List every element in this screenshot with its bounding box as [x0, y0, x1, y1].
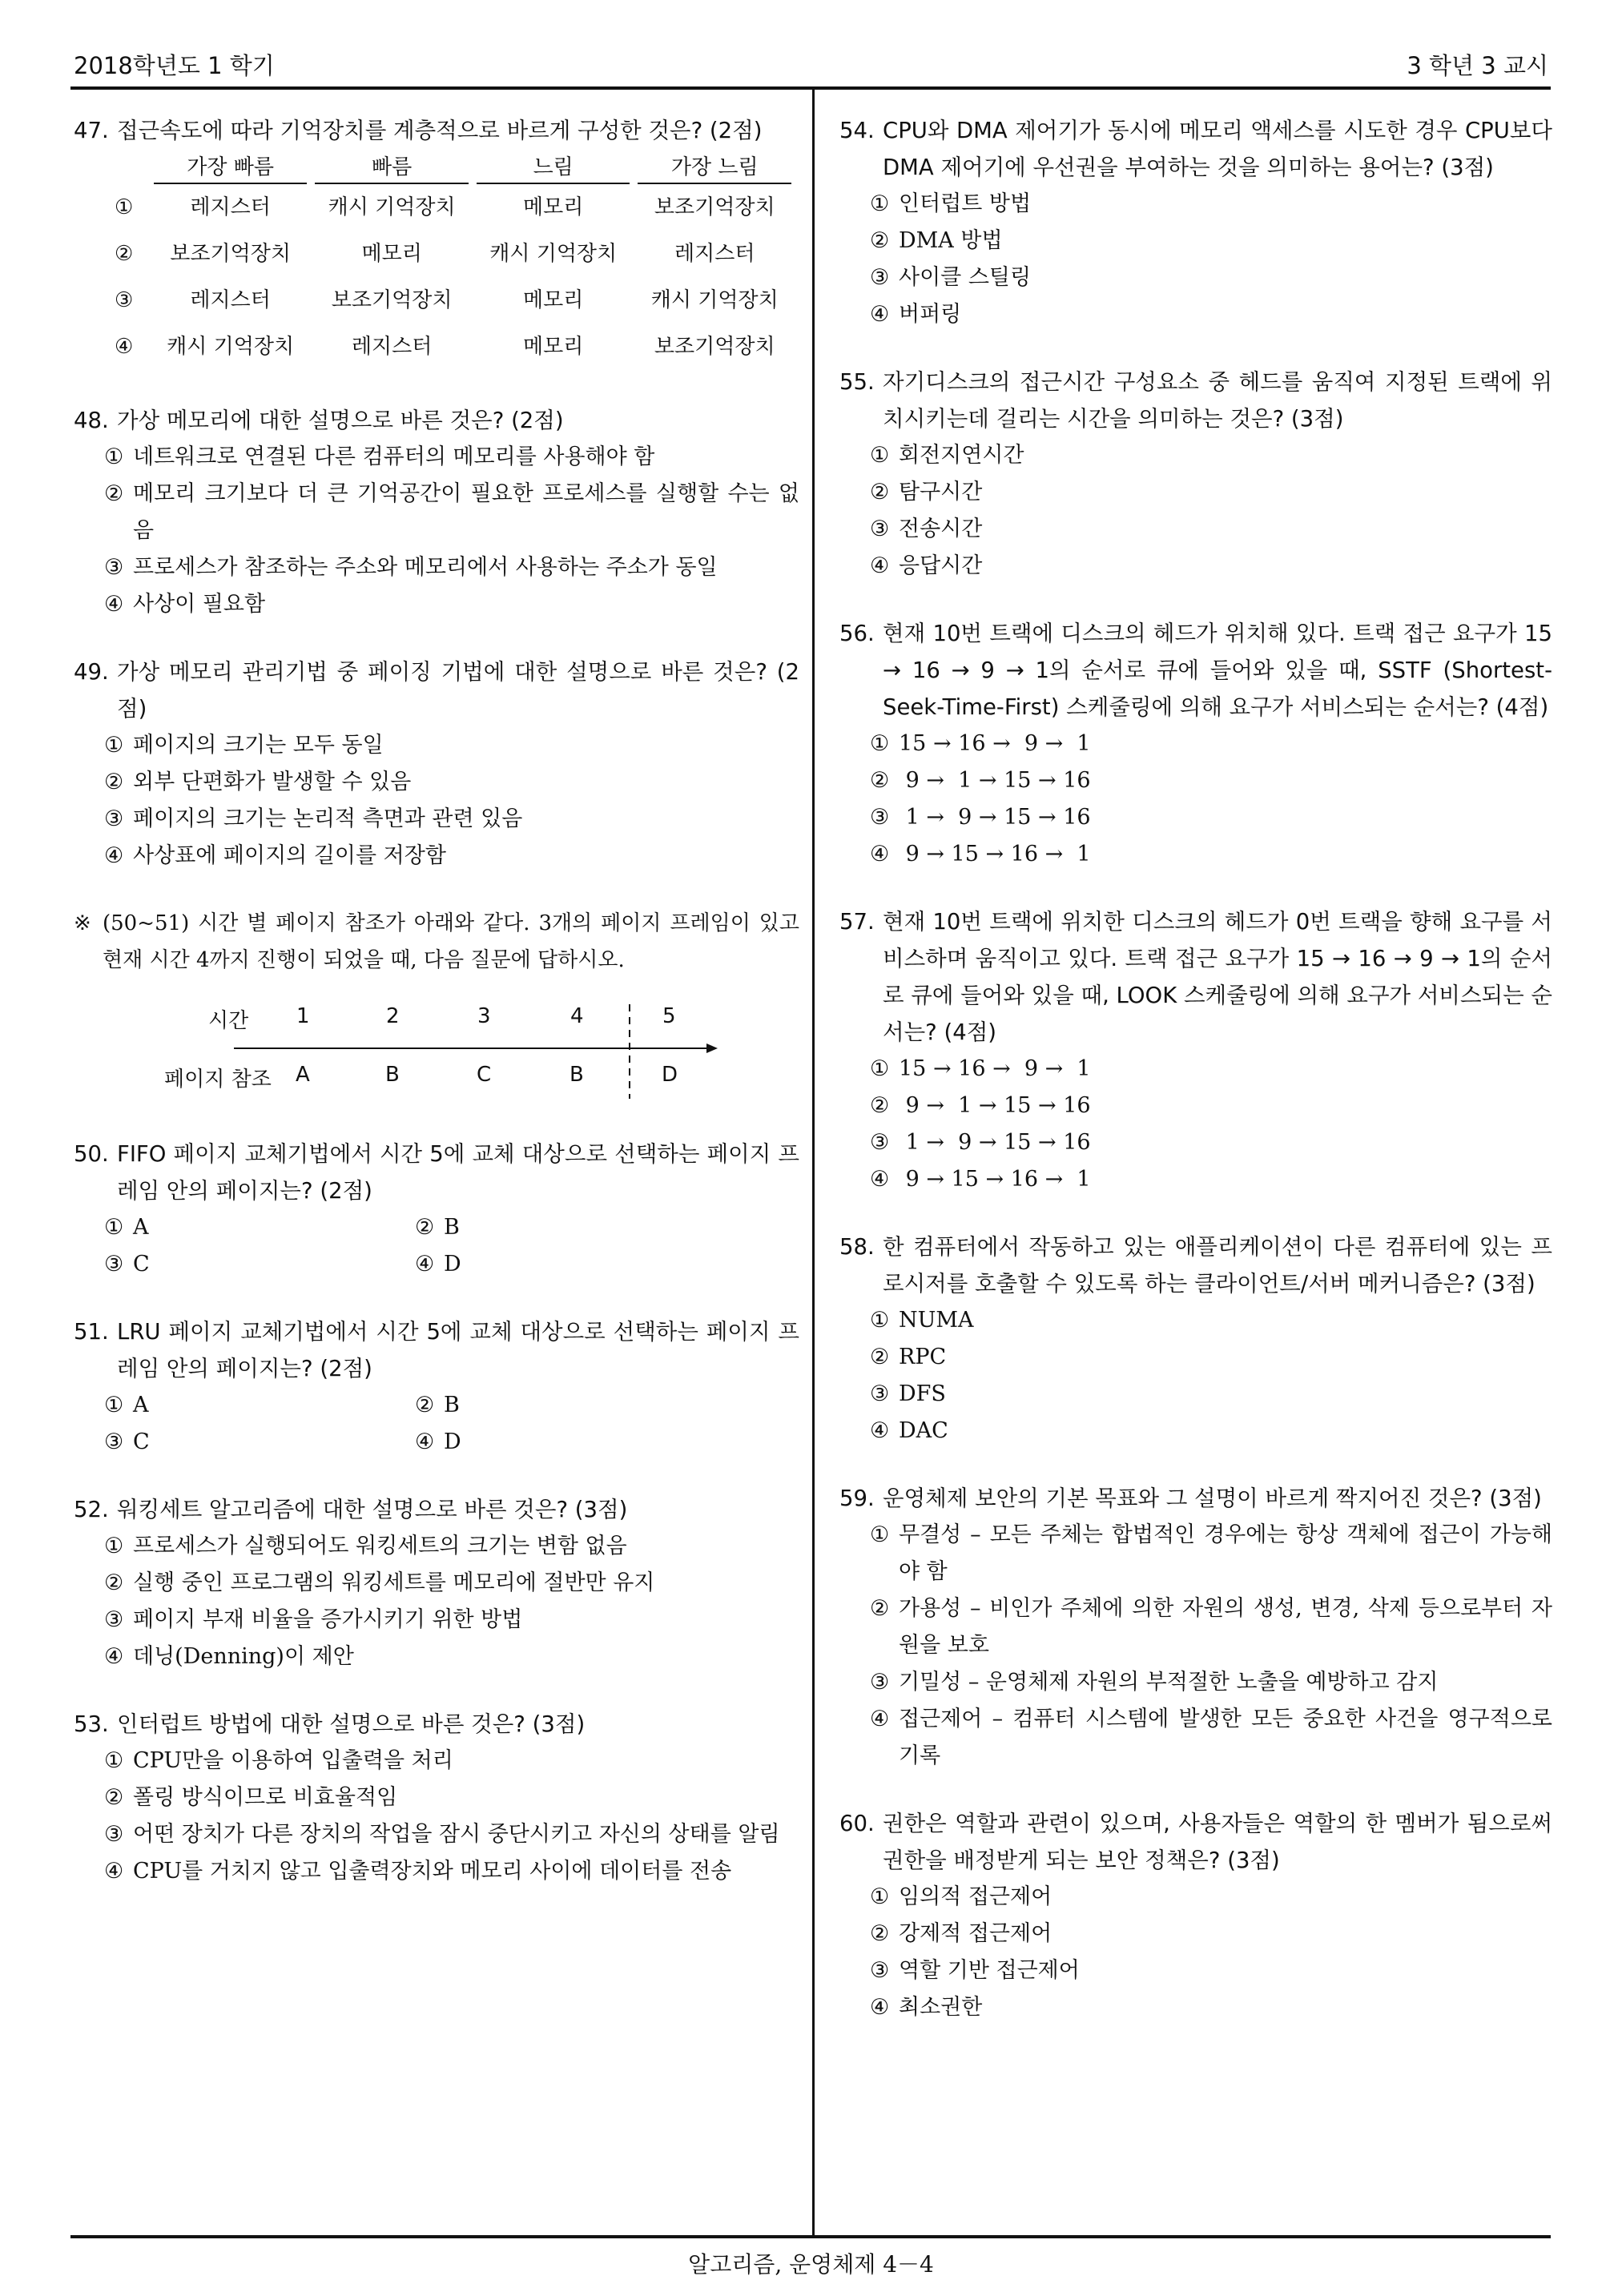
question-stem: [839, 1228, 1552, 1302]
question-number: 53.: [74, 1711, 109, 1737]
options: [839, 186, 1552, 333]
option-4[interactable]: [870, 836, 1552, 873]
table-cell: 캐시 기억장치: [489, 242, 618, 266]
option-2[interactable]: [104, 764, 799, 801]
question-stem: [839, 112, 1552, 186]
option-text: C: [133, 1429, 150, 1454]
option-row[interactable]: [114, 277, 791, 324]
option-mark: ③: [104, 555, 124, 580]
option-text: 무결성 – 모든 주체는 합법적인 경우에는 항상 객체에 접근이 가능해야 함: [899, 1522, 1552, 1584]
question-54: [839, 112, 1552, 333]
option-text: 임의적 접근제어: [899, 1884, 1052, 1909]
question-57: [839, 903, 1552, 1198]
option-mark: ③: [104, 1429, 124, 1454]
option-text: 외부 단편화가 발생할 수 있음: [133, 770, 412, 794]
option-text: B: [444, 1215, 460, 1240]
col-header: 가장 느림: [638, 149, 791, 184]
option-text: DMA 방법: [899, 228, 1003, 253]
option-mark: ①: [115, 195, 134, 219]
table-cell: 보조기억장치: [654, 335, 775, 359]
question-stem: [839, 1480, 1552, 1517]
option-1[interactable]: [870, 1302, 1552, 1339]
table-cell: 메모리: [523, 335, 584, 359]
left-column: [74, 112, 799, 1920]
option-mark: ③: [870, 1381, 890, 1406]
question-number: 48.: [74, 408, 109, 433]
option-mark: ③: [870, 517, 890, 541]
question-stem: [839, 364, 1552, 437]
options: [74, 1387, 799, 1461]
question-text: 한 컴퓨터에서 작동하고 있는 애플리케이션이 다른 컴퓨터에 있는 프로시저를 호출할 수 있도록 하는 클라이언트/서버 메커니즘은? (3점): [883, 1234, 1552, 1297]
option-mark: ①: [870, 191, 890, 216]
time-tick: 2: [386, 1004, 400, 1028]
option-mark: ④: [870, 842, 890, 867]
table-cell: 캐시 기억장치: [650, 288, 779, 312]
option-2[interactable]: [104, 1565, 799, 1602]
option-2[interactable]: [870, 1916, 1552, 1952]
option-mark: ③: [115, 288, 134, 312]
option-1[interactable]: [870, 186, 1552, 223]
option-text: A: [133, 1393, 149, 1417]
option-text: 버퍼링: [899, 302, 962, 327]
option-text: 9 → 15 → 16 → 1: [899, 842, 1091, 867]
option-4[interactable]: [870, 1161, 1552, 1198]
question-text: 권한은 역할과 관련이 있으며, 사용자들은 역할의 한 멤버가 됨으로써 권한을 배정받게 되는 보안 정책은? (3점): [883, 1811, 1552, 1873]
question-text: CPU와 DMA 제어기가 동시에 메모리 액세스를 시도한 경우 CPU보다 DMA 제어기에 우선권을 부여하는 것을 의미하는 용어는? (3점): [883, 118, 1552, 180]
question-text: 워킹세트 알고리즘에 대한 설명으로 바른 것은? (3점): [117, 1497, 628, 1522]
table-cell: 메모리: [361, 242, 422, 266]
option-mark: ③: [870, 1958, 890, 1983]
option-mark: ④: [415, 1252, 435, 1277]
table-cell: 보조기억장치: [331, 288, 453, 312]
option-4[interactable]: [415, 1246, 726, 1283]
options: [839, 1302, 1552, 1450]
page-ref-label: 페이지 참조: [164, 1068, 272, 1092]
question-text: 현재 10번 트랙에 디스크의 헤드가 위치해 있다. 트랙 접근 요구가 15 → 16 → 9 → 1의 순서로 큐에 들어와 있을 때, SSTF (Shortest-Seek-Time-First) 스케줄링에 의해 요구가 서비스되는 순서는? (4점): [883, 621, 1552, 720]
question-text: LRU 페이지 교체기법에서 시간 5에 교체 대상으로 선택하는 페이지 프레임 안의 페이지는? (2점): [117, 1319, 799, 1381]
option-mark: ②: [870, 1596, 890, 1621]
time-tick: 4: [570, 1004, 584, 1028]
option-3[interactable]: [870, 259, 1552, 296]
header-term: 2018학년도 1 학기: [74, 52, 275, 79]
option-4[interactable]: [870, 1701, 1552, 1775]
option-mark: ①: [870, 731, 890, 756]
option-3[interactable]: [104, 1602, 799, 1639]
question-number: 54.: [839, 118, 875, 143]
option-2[interactable]: [104, 1779, 799, 1816]
option-3[interactable]: [104, 1816, 799, 1853]
question-stem: [74, 402, 799, 439]
question-stem: [74, 1491, 799, 1528]
time-tick: 1: [296, 1004, 310, 1028]
option-mark: ②: [104, 770, 124, 794]
option-text: A: [133, 1215, 149, 1240]
question-number: 51.: [74, 1319, 109, 1345]
option-text: 가용성 – 비인가 주체에 의한 자원의 생성, 변경, 삭제 등으로부터 자원을 보호: [899, 1596, 1552, 1658]
question-number: 50.: [74, 1141, 109, 1167]
option-1[interactable]: [870, 1517, 1552, 1590]
option-mark: ②: [870, 1093, 890, 1118]
option-row[interactable]: [114, 231, 791, 277]
option-text: 사상이 필요함: [133, 592, 266, 617]
table-cell: 레지스터: [190, 288, 271, 312]
option-text: 네트워크로 연결된 다른 컴퓨터의 메모리를 사용해야 함: [133, 444, 655, 469]
option-text: CPU만을 이용하여 입출력을 처리: [133, 1748, 453, 1773]
question-number: 58.: [839, 1234, 875, 1260]
option-text: 최소권한: [899, 1995, 983, 2020]
option-mark: ②: [104, 481, 124, 506]
memory-hierarchy-table: [106, 149, 799, 370]
question-number: 49.: [74, 659, 109, 685]
page-ref: A: [296, 1063, 310, 1087]
page-reference-timeline: [74, 987, 799, 1107]
option-mark: ③: [870, 265, 890, 290]
option-mark: ①: [104, 1748, 124, 1773]
option-1[interactable]: [104, 1387, 415, 1424]
col-header: 가장 빠름: [154, 149, 308, 184]
option-text: C: [133, 1252, 150, 1277]
option-3[interactable]: [104, 1246, 415, 1283]
option-mark: ④: [115, 335, 134, 359]
time-tick: 5: [662, 1004, 676, 1028]
question-56: [839, 615, 1552, 873]
question-55: [839, 364, 1552, 585]
column-divider: [812, 88, 815, 2237]
option-text: D: [444, 1429, 461, 1454]
question-number: 47.: [74, 118, 109, 143]
options: [74, 1528, 799, 1675]
option-row[interactable]: [114, 324, 791, 370]
question-stem: [74, 112, 799, 149]
option-text: 회전지연시간: [899, 443, 1024, 468]
option-4[interactable]: [104, 586, 799, 623]
option-mark: ④: [870, 1167, 890, 1192]
option-text: 9 → 15 → 16 → 1: [899, 1167, 1091, 1192]
option-1[interactable]: [870, 437, 1552, 474]
option-text: 사이클 스틸링: [899, 265, 1032, 290]
option-2[interactable]: [104, 476, 799, 549]
option-text: 1 → 9 → 15 → 16: [899, 805, 1091, 830]
col-header: 빠름: [315, 149, 469, 184]
options: [74, 439, 799, 623]
option-text: 데닝(Denning)이 제안: [133, 1644, 354, 1669]
header-rule: [70, 86, 1551, 90]
option-mark: ②: [415, 1393, 435, 1417]
option-4[interactable]: [415, 1424, 726, 1461]
option-mark: ①: [104, 733, 124, 758]
question-49: [74, 653, 799, 875]
option-text: 강제적 접근제어: [899, 1921, 1052, 1946]
option-2[interactable]: [415, 1387, 726, 1424]
option-text: 페이지 부재 비율을 증가시키기 위한 방법: [133, 1607, 523, 1632]
option-4[interactable]: [870, 548, 1552, 585]
option-mark: ②: [870, 768, 890, 793]
option-text: 폴링 방식이므로 비효율적임: [133, 1785, 398, 1810]
option-2[interactable]: [870, 1339, 1552, 1376]
options: [74, 1209, 799, 1283]
option-mark: ④: [870, 1995, 890, 2020]
question-stem: [74, 1136, 799, 1209]
option-mark: ③: [870, 1670, 890, 1695]
question-text: 접근속도에 따라 기억장치를 계층적으로 바르게 구성한 것은? (2점): [117, 118, 763, 143]
option-row[interactable]: [114, 184, 791, 231]
question-text: 운영체제 보안의 기본 목표와 그 설명이 바르게 짝지어진 것은? (3점): [883, 1486, 1542, 1511]
option-mark: ①: [104, 1534, 124, 1558]
option-text: 사상표에 페이지의 길이를 저장함: [133, 843, 446, 868]
options: [74, 1743, 799, 1890]
option-2[interactable]: [870, 1590, 1552, 1664]
option-1[interactable]: [104, 727, 799, 764]
question-stem: [839, 903, 1552, 1051]
note-text: (50~51) 시간 별 페이지 참조가 아래와 같다. 3개의 페이지 프레임이 있고 현재 시간 4까지 진행이 되었을 때, 다음 질문에 답하시오.: [103, 911, 799, 972]
option-3[interactable]: [870, 799, 1552, 836]
option-mark: ④: [104, 843, 124, 868]
table-cell: 레지스터: [351, 335, 433, 359]
option-text: 어떤 장치가 다른 장치의 작업을 잠시 중단시키고 자신의 상태를 알림: [133, 1822, 780, 1847]
question-text: FIFO 페이지 교체기법에서 시간 5에 교체 대상으로 선택하는 페이지 프레임 안의 페이지는? (2점): [117, 1141, 799, 1204]
page-ref: C: [477, 1063, 492, 1087]
table-cell: 캐시 기억장치: [167, 335, 295, 359]
option-mark: ②: [870, 1345, 890, 1369]
question-stem: [74, 1706, 799, 1743]
option-mark: ②: [870, 480, 890, 505]
table-cell: 레지스터: [190, 195, 271, 219]
option-text: 프로세스가 실행되어도 워킹세트의 크기는 변함 없음: [133, 1534, 627, 1558]
option-text: 프로세스가 참조하는 주소와 메모리에서 사용하는 주소가 동일: [133, 555, 718, 580]
option-mark: ④: [870, 553, 890, 578]
option-mark: ②: [415, 1215, 435, 1240]
option-2[interactable]: [415, 1209, 726, 1246]
option-1[interactable]: [104, 439, 799, 476]
option-text: 인터럽트 방법: [899, 191, 1032, 216]
question-51: [74, 1313, 799, 1461]
option-3[interactable]: [870, 1376, 1552, 1413]
option-text: NUMA: [899, 1308, 974, 1333]
option-mark: ①: [104, 444, 124, 469]
question-number: 56.: [839, 621, 875, 646]
option-3[interactable]: [870, 1952, 1552, 1989]
option-2[interactable]: [870, 762, 1552, 799]
option-text: B: [444, 1393, 460, 1417]
option-mark: ③: [870, 1130, 890, 1155]
option-4[interactable]: [870, 1989, 1552, 2026]
options: [839, 1051, 1552, 1198]
option-4[interactable]: [104, 1639, 799, 1675]
option-text: 9 → 1 → 15 → 16: [899, 768, 1091, 793]
option-text: DFS: [899, 1381, 946, 1406]
header-grade-period: 3 학년 3 교시: [1407, 52, 1548, 79]
question-text: 가상 메모리에 대한 설명으로 바른 것은? (2점): [117, 408, 564, 433]
option-mark: ④: [870, 302, 890, 327]
option-mark: ①: [104, 1215, 124, 1240]
option-text: 탐구시간: [899, 480, 983, 505]
page-ref: B: [570, 1063, 584, 1087]
table-cell: 메모리: [523, 288, 584, 312]
option-3[interactable]: [104, 801, 799, 838]
option-mark: ③: [104, 1252, 124, 1277]
option-mark: ③: [104, 1607, 124, 1632]
option-text: 15 → 16 → 9 → 1: [899, 1056, 1091, 1081]
option-mark: ②: [104, 1785, 124, 1810]
option-1[interactable]: [870, 1879, 1552, 1916]
option-text: 기밀성 – 운영체제 자원의 부적절한 노출을 예방하고 감지: [899, 1670, 1439, 1695]
option-mark: ④: [870, 1707, 890, 1731]
option-text: RPC: [899, 1345, 947, 1369]
option-text: 역할 기반 접근제어: [899, 1958, 1080, 1983]
option-1[interactable]: [104, 1528, 799, 1565]
page-ref: B: [385, 1063, 400, 1087]
table-cell: 보조기억장치: [170, 242, 291, 266]
option-text: 페이지의 크기는 모두 동일: [133, 733, 384, 758]
option-text: 전송시간: [899, 517, 983, 541]
question-58: [839, 1228, 1552, 1450]
option-text: 메모리 크기보다 더 큰 기억공간이 필요한 프로세스를 실행할 수는 없음: [133, 481, 799, 543]
question-50: [74, 1136, 799, 1283]
question-number: 57.: [839, 909, 875, 935]
question-48: [74, 402, 799, 623]
option-mark: ②: [104, 1570, 124, 1595]
table-cell: 보조기억장치: [654, 195, 775, 219]
question-number: 59.: [839, 1486, 875, 1511]
right-column: [839, 112, 1552, 2057]
option-text: 실행 중인 프로그램의 워킹세트를 메모리에 절반만 유지: [133, 1570, 655, 1595]
option-mark: ①: [104, 1393, 124, 1417]
options: [74, 727, 799, 875]
table-cell: 캐시 기억장치: [328, 195, 456, 219]
question-52: [74, 1491, 799, 1675]
option-text: 페이지의 크기는 논리적 측면과 관련 있음: [133, 806, 523, 831]
timeline-arrow-head: [706, 1043, 718, 1053]
option-text: DAC: [899, 1418, 948, 1443]
question-number: 60.: [839, 1811, 875, 1836]
option-text: 15 → 16 → 9 → 1: [899, 731, 1091, 756]
option-2[interactable]: [870, 474, 1552, 511]
question-stem: [74, 653, 799, 727]
option-mark: ③: [104, 1822, 124, 1847]
option-4[interactable]: [870, 1413, 1552, 1450]
option-4[interactable]: [870, 296, 1552, 333]
option-1[interactable]: [870, 1051, 1552, 1088]
option-mark: ②: [870, 1921, 890, 1946]
page-ref: D: [662, 1063, 678, 1087]
option-text: 1 → 9 → 15 → 16: [899, 1130, 1091, 1155]
option-mark: ④: [870, 1418, 890, 1443]
option-3[interactable]: [870, 511, 1552, 548]
option-text: 접근제어 – 컴퓨터 시스템에 발생한 모든 중요한 사건을 영구적으로 기록: [899, 1707, 1552, 1768]
option-text: CPU를 거치지 않고 입출력장치와 메모리 사이에 데이터를 전송: [133, 1859, 732, 1884]
footer-rule: [70, 2235, 1551, 2238]
option-mark: ④: [104, 1644, 124, 1669]
option-1[interactable]: [104, 1743, 799, 1779]
option-mark: ③: [104, 806, 124, 831]
question-text: 가상 메모리 관리기법 중 페이징 기법에 대한 설명으로 바른 것은? (2점): [117, 659, 799, 722]
question-text: 인터럽트 방법에 대한 설명으로 바른 것은? (3점): [117, 1711, 586, 1737]
option-text: 9 → 1 → 15 → 16: [899, 1093, 1091, 1118]
option-mark: ②: [115, 242, 134, 266]
question-text: 현재 10번 트랙에 위치한 디스크의 헤드가 0번 트랙을 향해 요구를 서비스하며 움직이고 있다. 트랙 접근 요구가 15 → 16 → 9 → 1의 순서로 큐에 들어와 있을 때, LOOK 스케줄링에 의해 요구가 서비스되는 순서는? (4점): [883, 909, 1552, 1045]
shared-context-note: [74, 905, 799, 979]
question-stem: [74, 1313, 799, 1387]
option-mark: ①: [870, 1884, 890, 1909]
question-stem: [839, 1805, 1552, 1879]
option-4[interactable]: [104, 1853, 799, 1890]
option-3[interactable]: [104, 549, 799, 586]
time-tick: 3: [477, 1004, 491, 1028]
options: [839, 726, 1552, 873]
option-mark: ②: [870, 228, 890, 253]
table-cell: 메모리: [523, 195, 584, 219]
option-mark: ①: [870, 443, 890, 468]
option-mark: ①: [870, 1308, 890, 1333]
question-text: 자기디스크의 접근시간 구성요소 중 헤드를 움직여 지정된 트랙에 위치시키는데 걸리는 시간을 의미하는 것은? (3점): [883, 369, 1552, 432]
note-mark: ※: [74, 911, 91, 935]
option-mark: ④: [104, 592, 124, 617]
question-number: 52.: [74, 1497, 109, 1522]
table-cell: 레지스터: [674, 242, 755, 266]
option-mark: ④: [104, 1859, 124, 1884]
options: [839, 1879, 1552, 2026]
question-59: [839, 1480, 1552, 1775]
option-mark: ③: [870, 805, 890, 830]
option-text: 응답시간: [899, 553, 983, 578]
option-3[interactable]: [870, 1124, 1552, 1161]
option-text: D: [444, 1252, 461, 1277]
question-47: [74, 112, 799, 370]
question-60: [839, 1805, 1552, 2026]
option-3[interactable]: [870, 1664, 1552, 1701]
option-3[interactable]: [104, 1424, 415, 1461]
options: [839, 1517, 1552, 1775]
footer-subject-page: 알고리즘, 운영체제 4－4: [688, 2251, 934, 2278]
options: [839, 437, 1552, 585]
option-mark: ④: [415, 1429, 435, 1454]
option-2[interactable]: [870, 1088, 1552, 1124]
question-53: [74, 1706, 799, 1890]
option-mark: ①: [870, 1056, 890, 1081]
time-label: 시간: [208, 1009, 249, 1033]
option-1[interactable]: [104, 1209, 415, 1246]
question-number: 55.: [839, 369, 875, 395]
question-stem: [839, 615, 1552, 726]
option-4[interactable]: [104, 838, 799, 875]
option-1[interactable]: [870, 726, 1552, 762]
option-mark: ①: [870, 1522, 890, 1547]
col-header: 느림: [477, 149, 630, 184]
option-2[interactable]: [870, 223, 1552, 259]
